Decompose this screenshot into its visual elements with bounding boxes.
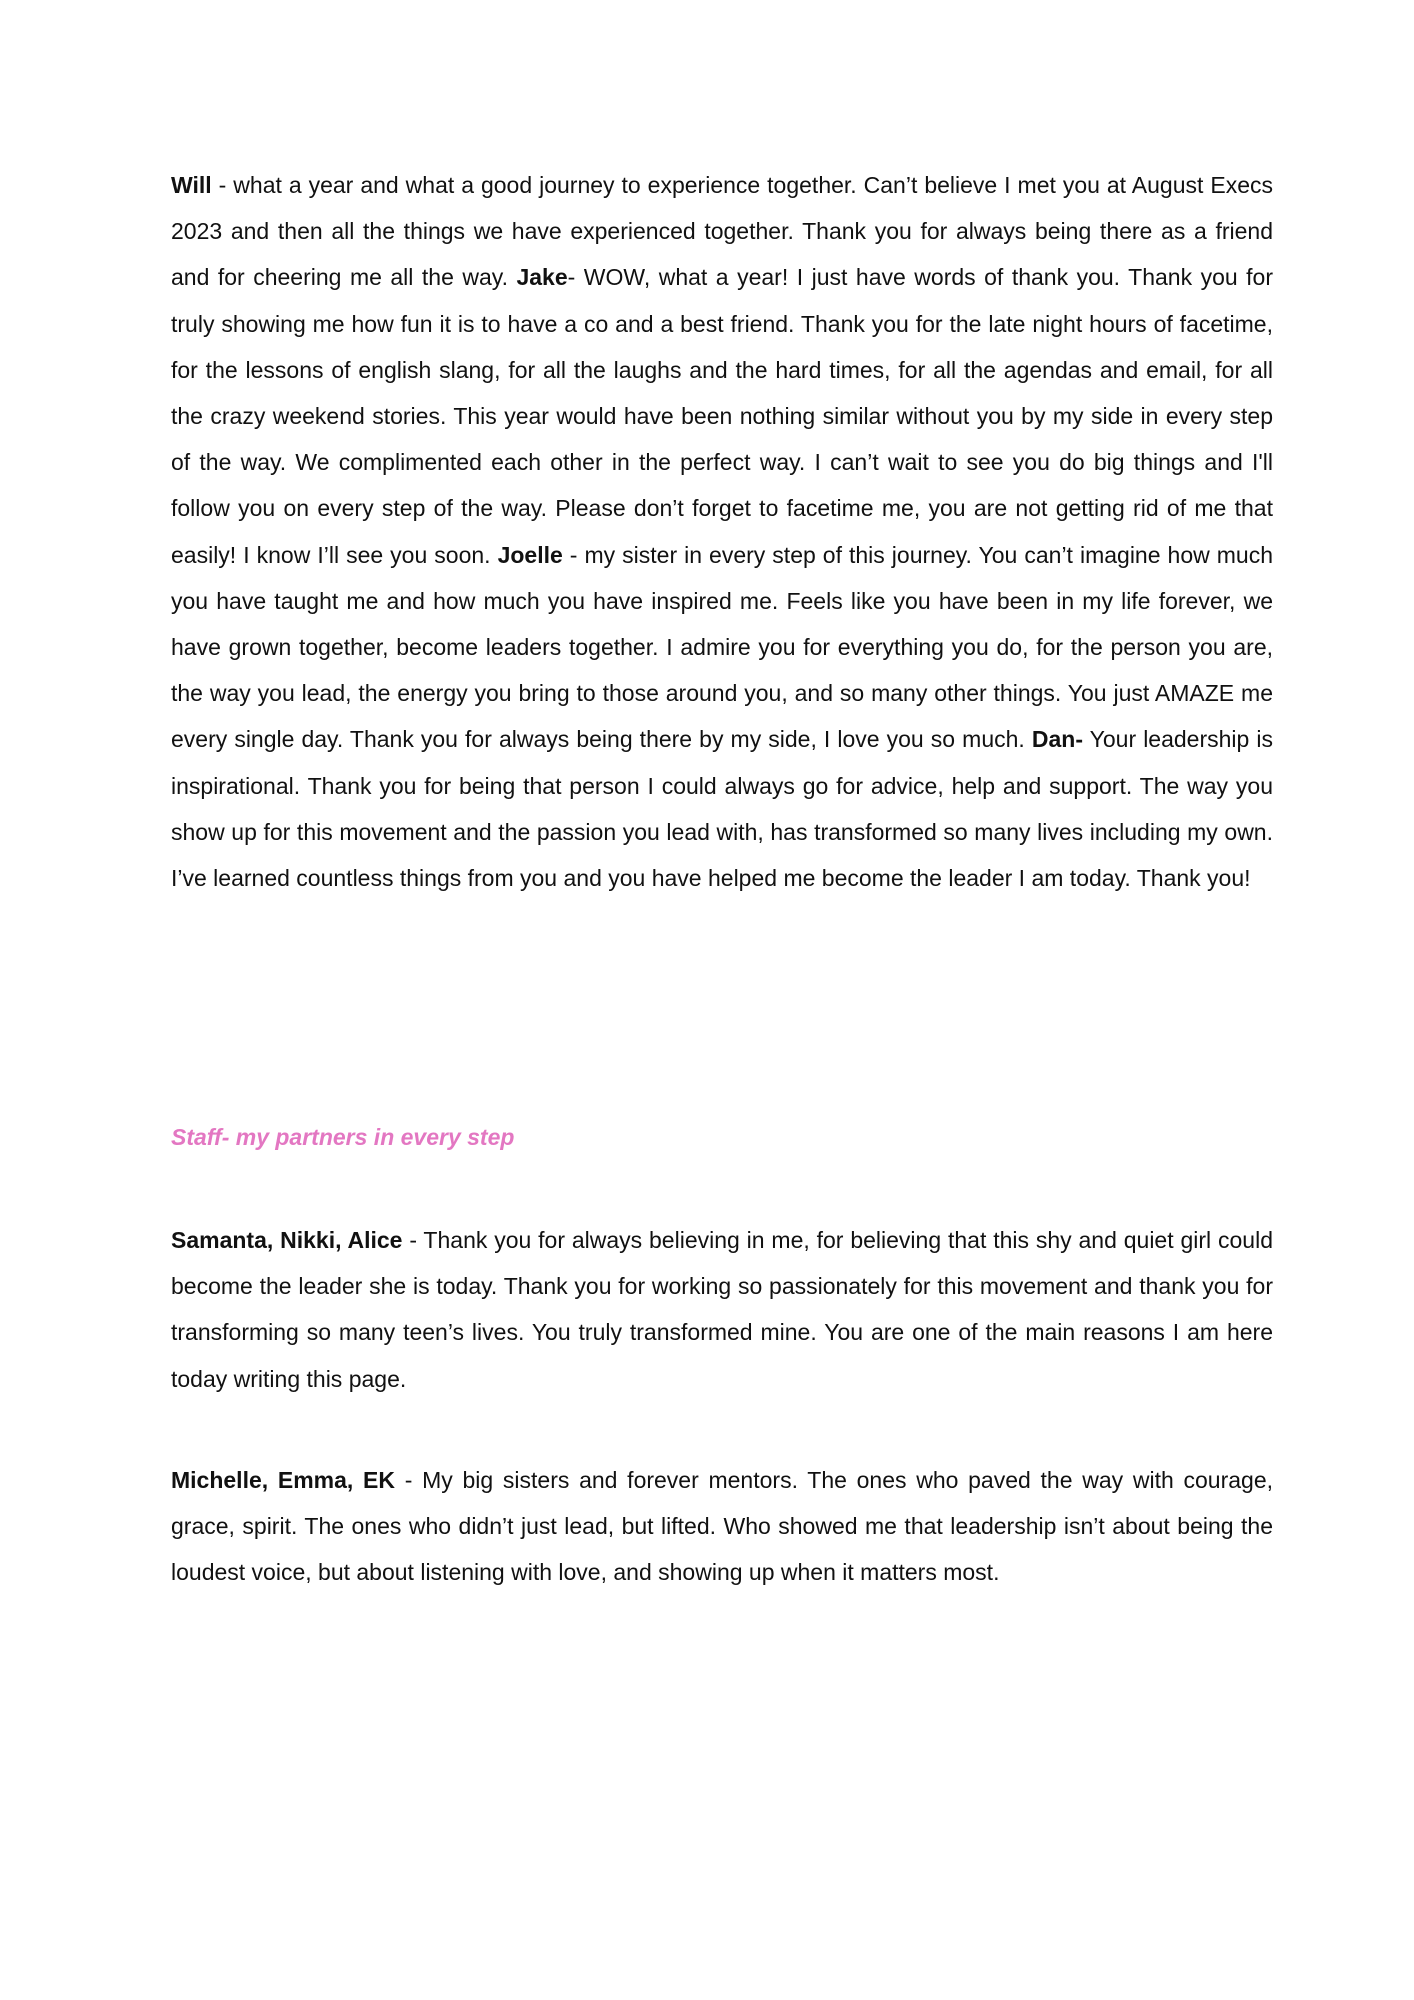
jake-text: - WOW, what a year! I just have words of thank you. Thank you for truly showing me how fun it is to have a co and a best friend. Thank you for the late night hours of facetime, for the lessons of english slang, for all the laughs and the hard times, for all the agendas and email, for all the crazy weekend stories. This year would have been nothing similar without you by my side in every step of the way. We complimented each other in the perfect way. I can’t wait to see you do big things and I'll follow you on every step of the way. Please don’t forget to facetime me, you are not getting rid of me that easily! I know I’ll see you soon. [171,264,1273,568]
staff-paragraph-block-samanta [171,1217,1273,1402]
staff-paragraph-block-michelle [171,1457,1273,1596]
will-text: - what a year and what a good journey to experience together. Can’t believe I met you at August Execs 2023 and then all the things we have experienced together. Thank you for always being there as a friend and for cheering me all the way. [171,172,1273,291]
michelle-text: - My big sisters and forever mentors. The ones who paved the way with courage, grace, spirit. The ones who didn’t just lead, but lifted. Who showed me that leadership isn’t about being the loudest voice, but about listening with love, and showing up when it matters most. [171,1467,1273,1586]
staff-paragraph-samanta [171,1217,1273,1402]
staff-paragraph-michelle [171,1457,1273,1596]
michelle-names: Michelle, Emma, EK [171,1467,395,1493]
dan-text: Your leadership is inspirational. Thank you for being that person I could always go for advice, help and support. The way you show up for this movement and the passion you lead with, has transformed so many lives including my own. I’ve learned countless things from you and you have helped me become the leader I am today. Thank you! [171,726,1274,892]
joelle-name: Joelle [497,541,563,568]
jake-name: Jake [516,264,568,291]
samanta-names: Samanta, Nikki, Alice [171,1227,403,1253]
intro-paragraph-block [171,162,1273,901]
dan-name: Dan- [1031,726,1083,753]
samanta-text: - Thank you for always believing in me, for believing that this shy and quiet girl could become the leader she is today. Thank you for working so passionately for this movement and thank you for transforming so many teen’s lives. You truly transformed mine. You are one of the main reasons I am here today writing this page. [171,1227,1273,1392]
will-name: Will [171,172,212,198]
staff-section-heading: Staff- my partners in every step [171,1124,515,1150]
intro-paragraph [171,162,1273,901]
joelle-text: - my sister in every step of this journey. You can’t imagine how much you have taught me and how much you have inspired me. Feels like you have been in my life forever, we have grown together, become leaders together. I admire you for everything you do, for the person you are, the way you lead, the energy you bring to those around you, and so many other things. You just AMAZE me every single day. Thank you for always being there by my side, I love you so much. [171,541,1273,753]
